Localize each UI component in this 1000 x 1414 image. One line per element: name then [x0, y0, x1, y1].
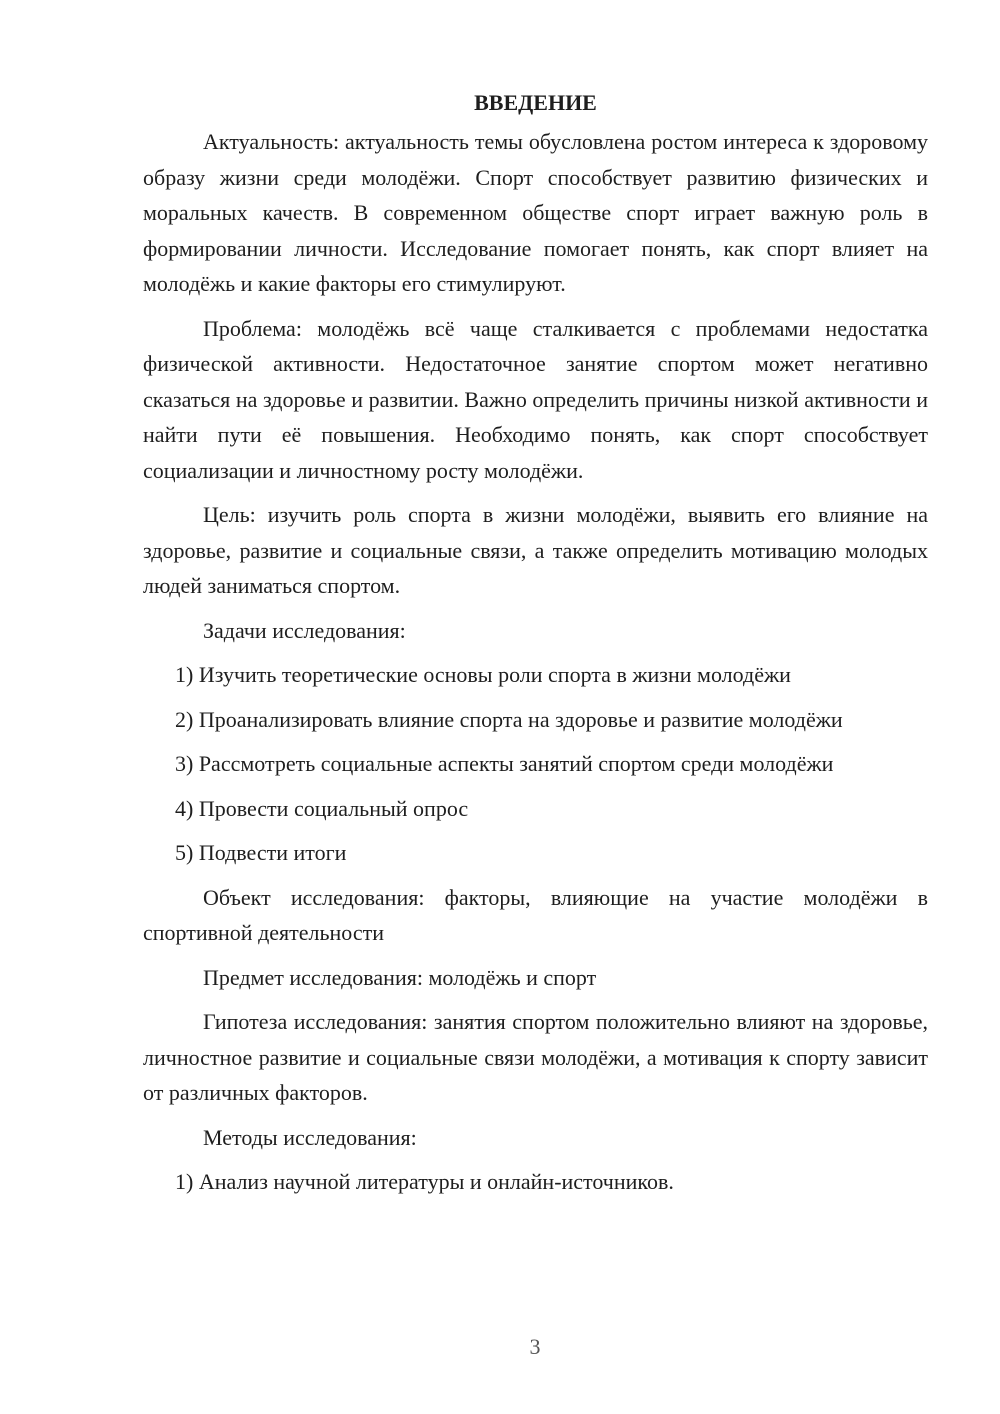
object-paragraph: Объект исследования: факторы, влияющие на участие молодёжи в спортивной деятельности: [143, 884, 928, 945]
relevance-paragraph: Актуальность: актуальность темы обусловлена ростом интереса к здоровому образу жизни среди молодёжи. Спорт способствует развитию физических и моральных качеств. В современном обществе спорт играет важную роль в формировании личности. Исследование помогает понять, как спорт влияет на молодёжь и какие факторы его стимулируют.: [143, 129, 928, 296]
task-item: 2) Проанализировать влияние спорта на здоровье и развитие молодёжи: [175, 706, 843, 732]
method-item: 1) Анализ научной литературы и онлайн-источников.: [175, 1169, 674, 1194]
tasks-heading: Задачи исследования:: [203, 617, 406, 643]
subject-paragraph: Предмет исследования: молодёжь и спорт: [203, 964, 597, 990]
problem-paragraph: Проблема: молодёжь всё чаще сталкивается с проблемами недостатка физической активности. Недостаточное занятие спортом может негативно сказаться на здоровье и развитии. Важно определить причины низкой активности и найти пути её повышения. Необходимо понять, как спорт способствует социализации и личностному росту молодёжи.: [143, 315, 928, 483]
goal-paragraph: Цель: изучить роль спорта в жизни молодёжи, выявить его влияние на здоровье, развитие и социальные связи, а также определить мотивацию молодых людей заниматься спортом.: [143, 502, 928, 598]
task-item: 1) Изучить теоретические основы роли спорта в жизни молодёжи: [175, 662, 791, 687]
task-item: 3) Рассмотреть социальные аспекты занятий спортом среди молодёжи: [175, 751, 834, 776]
hypothesis-paragraph: Гипотеза исследования: занятия спортом положительно влияют на здоровье, личностное развитие и социальные связи молодёжи, а мотивация к спорту зависит от различных факторов.: [143, 1009, 928, 1105]
task-item: 5) Подвести итоги: [175, 840, 347, 865]
document-page: [143, 88, 928, 1209]
section-title: ВВЕДЕНИЕ: [474, 90, 597, 115]
page-number: 3: [529, 1334, 541, 1359]
methods-heading: Методы исследования:: [203, 1124, 417, 1150]
task-item: 4) Провести социальный опрос: [175, 795, 469, 821]
